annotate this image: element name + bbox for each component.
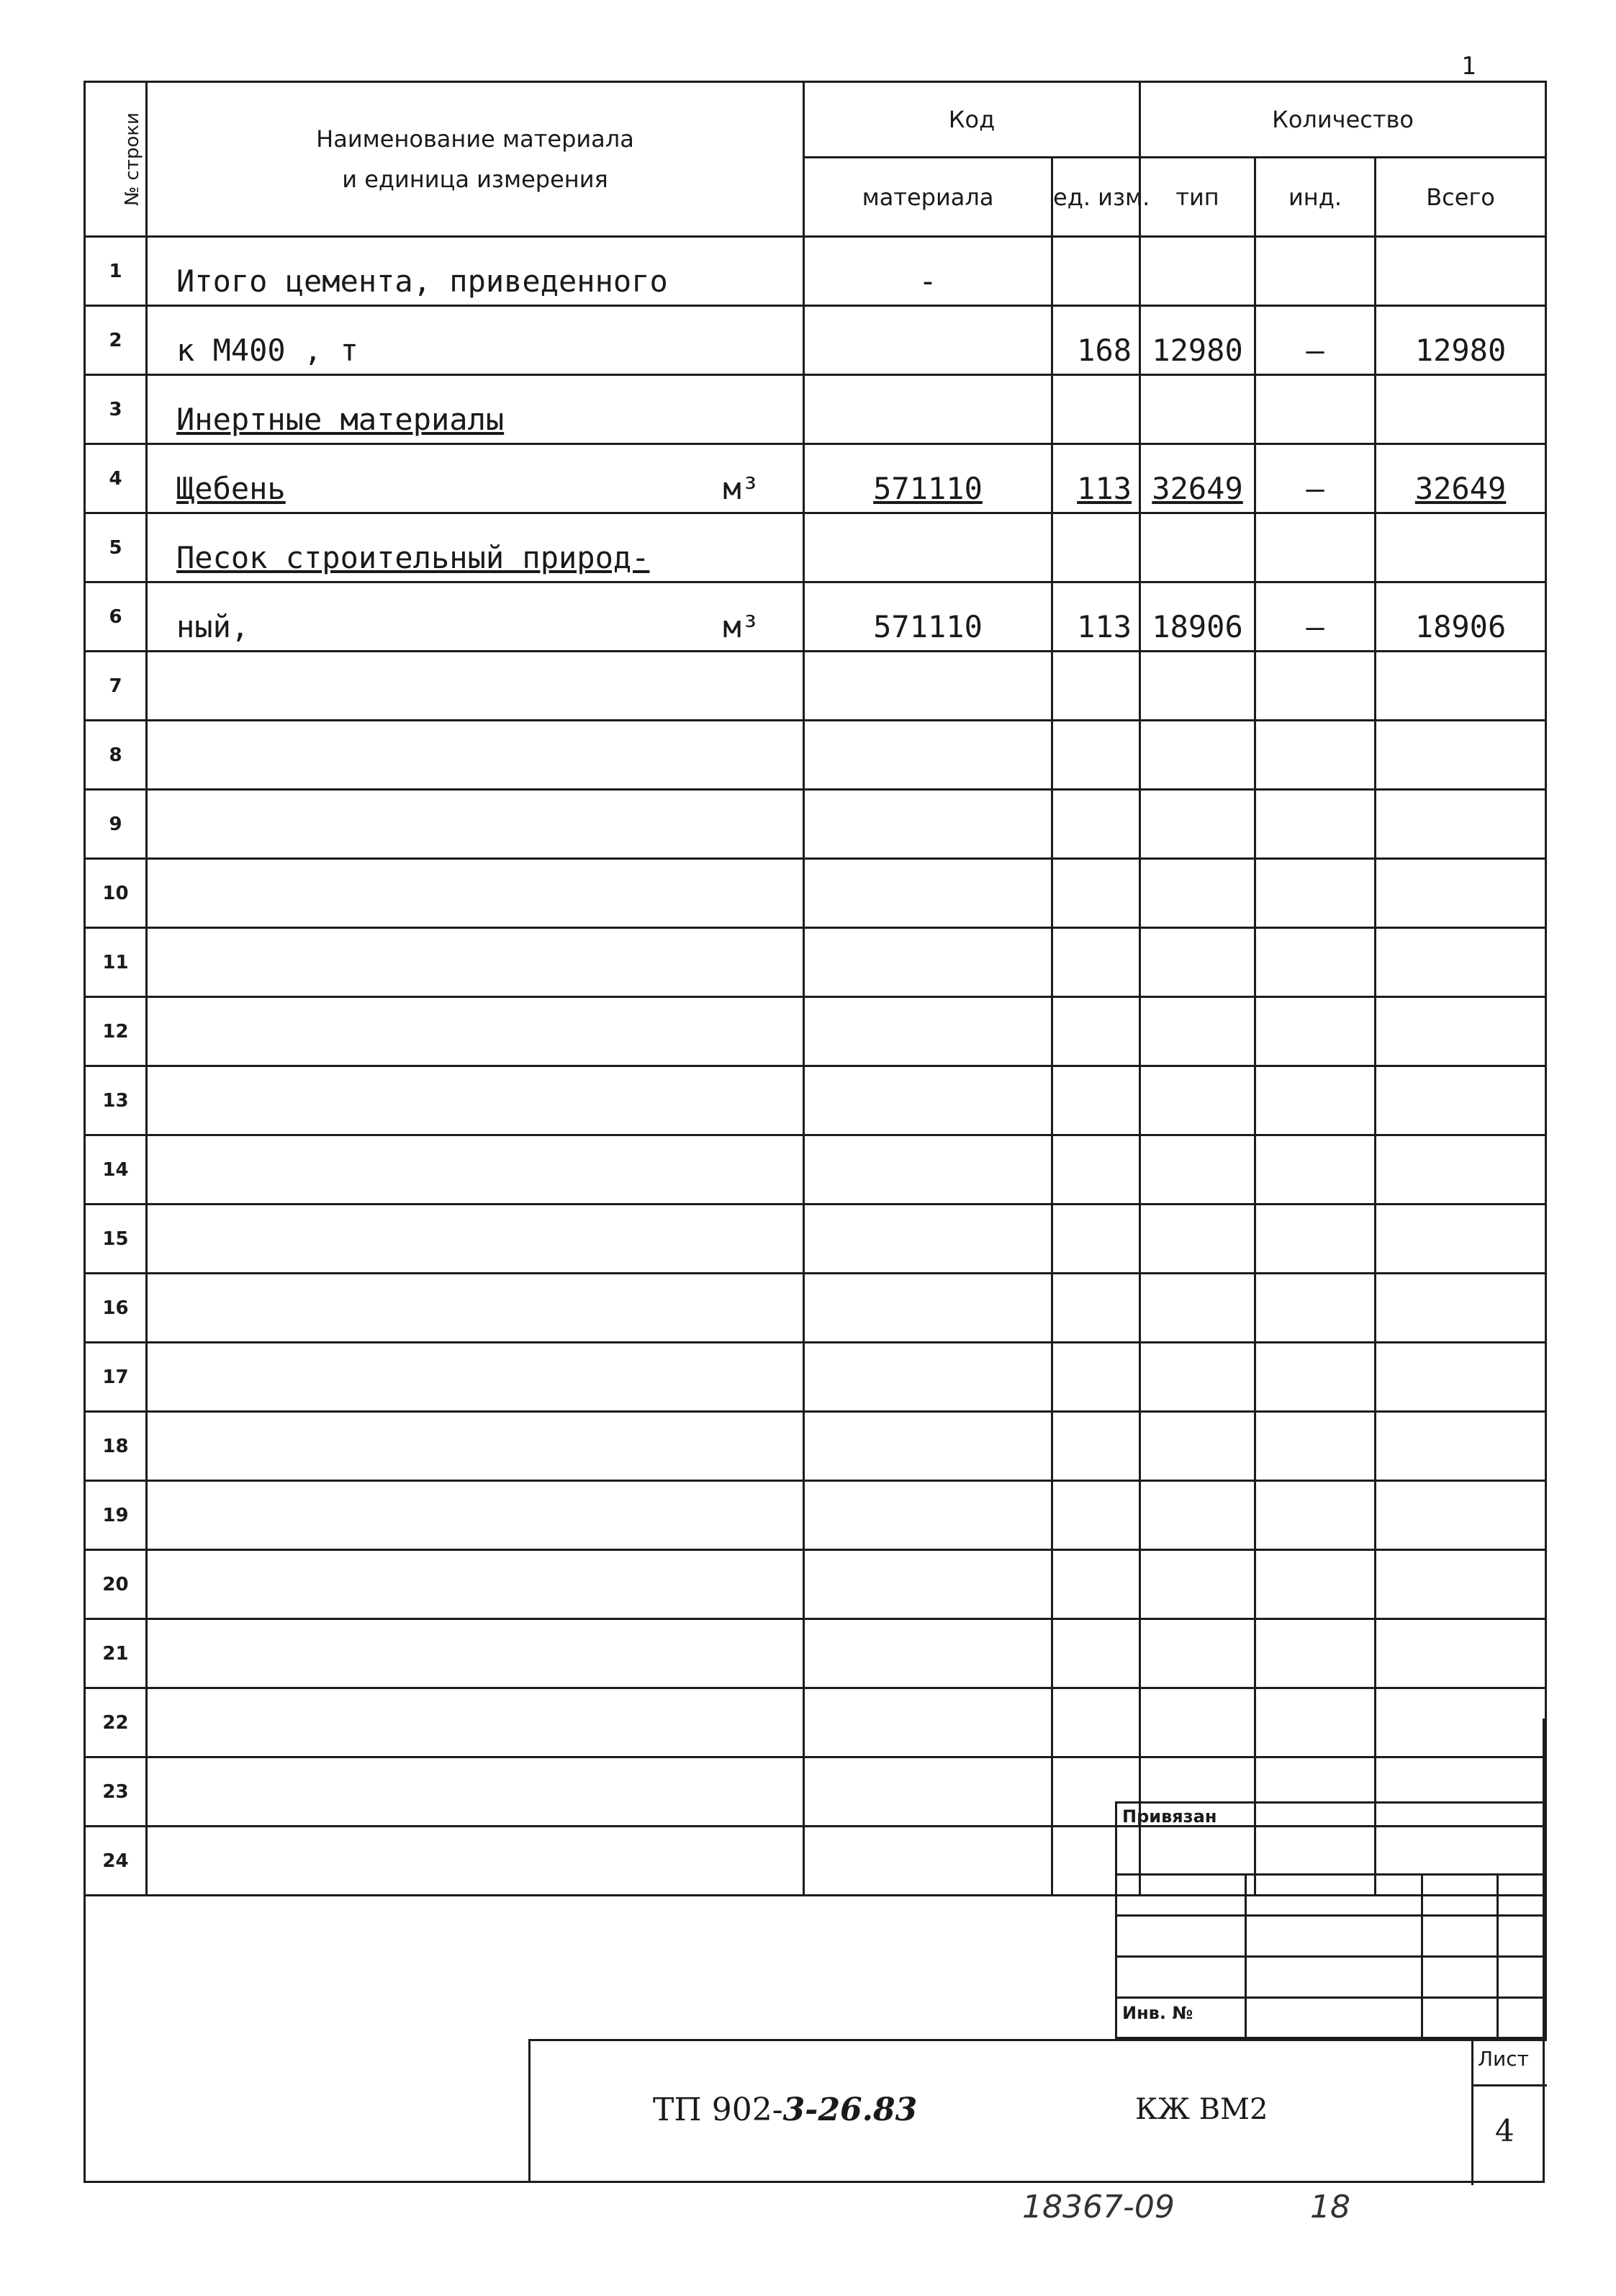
- typ-quantity: [1140, 928, 1255, 997]
- unit-code: [1052, 859, 1140, 928]
- material-name: к М400 , т: [147, 306, 804, 375]
- row-number: 5: [85, 513, 147, 582]
- material-code: [804, 1619, 1052, 1688]
- unit-code: [1052, 1135, 1140, 1205]
- total-quantity: [1376, 1550, 1546, 1619]
- total-quantity: [1376, 859, 1546, 928]
- typ-quantity: [1140, 790, 1255, 859]
- unit-code: [1052, 1205, 1140, 1274]
- material-code: [804, 928, 1052, 997]
- unit-code: [1052, 1412, 1140, 1481]
- total-quantity: [1376, 997, 1546, 1066]
- table-row: [85, 1066, 1546, 1135]
- material-name: [147, 928, 804, 997]
- material-name: [147, 652, 804, 721]
- ind-quantity: –: [1255, 444, 1376, 513]
- quantity-header: Количество: [1140, 82, 1546, 158]
- footer-page-number: 18: [1310, 2189, 1350, 2225]
- material-code: [804, 1412, 1052, 1481]
- row-number-header: № строки: [85, 82, 147, 237]
- total-quantity: [1376, 1274, 1546, 1343]
- specification-sheet: [83, 81, 1545, 2183]
- material-name: [147, 997, 804, 1066]
- row-number: 17: [85, 1343, 147, 1412]
- ind-quantity: [1255, 237, 1376, 306]
- unit-code: [1052, 721, 1140, 790]
- typ-quantity: [1140, 721, 1255, 790]
- typ-quantity: [1140, 1343, 1255, 1412]
- typ-quantity: 18906: [1140, 582, 1255, 652]
- ind-quantity: [1255, 1619, 1376, 1688]
- total-quantity: [1376, 1205, 1546, 1274]
- row-number: 22: [85, 1688, 147, 1757]
- ind-quantity: [1255, 1066, 1376, 1135]
- material-name: [147, 1343, 804, 1412]
- row-number: 19: [85, 1481, 147, 1550]
- typ-quantity: 32649: [1140, 444, 1255, 513]
- table-row: [85, 1274, 1546, 1343]
- materials-rows: [85, 237, 1546, 1896]
- table-row: [85, 928, 1546, 997]
- ind-quantity: [1255, 1274, 1376, 1343]
- page-mark: 1: [1461, 52, 1476, 81]
- unit-code: [1052, 997, 1140, 1066]
- table-row: [85, 375, 1546, 444]
- material-code: [804, 1481, 1052, 1550]
- typ-quantity: [1140, 1135, 1255, 1205]
- material-name: ный, м³: [147, 582, 804, 652]
- unit-code: [1052, 513, 1140, 582]
- material-name: [147, 1619, 804, 1688]
- table-row: [85, 997, 1546, 1066]
- row-number: 4: [85, 444, 147, 513]
- material-name: [147, 1205, 804, 1274]
- material-code: [804, 652, 1052, 721]
- material-code: [804, 997, 1052, 1066]
- material-code: [804, 790, 1052, 859]
- stamp-row: [1115, 1955, 1547, 1999]
- material-code: [804, 1343, 1052, 1412]
- inventory-number-label: Инв. №: [1122, 2003, 1193, 2023]
- material-code-header: материала: [804, 158, 1052, 237]
- table-row: [85, 513, 1546, 582]
- typ-quantity: [1140, 1412, 1255, 1481]
- total-quantity: [1376, 928, 1546, 997]
- material-code: [804, 375, 1052, 444]
- typ-quantity: 12980: [1140, 306, 1255, 375]
- total-quantity: 12980: [1376, 306, 1546, 375]
- total-quantity: 32649: [1376, 444, 1546, 513]
- unit-header: ед. изм.: [1052, 158, 1140, 237]
- material-code: [804, 721, 1052, 790]
- row-number: 16: [85, 1274, 147, 1343]
- unit-symbol: м³: [723, 471, 759, 506]
- ind-quantity: [1255, 1205, 1376, 1274]
- ind-quantity: [1255, 790, 1376, 859]
- linked-label: Привязан: [1122, 1806, 1217, 1827]
- material-name: Инертные материалы: [147, 375, 804, 444]
- table-row: [85, 790, 1546, 859]
- material-code: [804, 1135, 1052, 1205]
- lower-frame: [83, 1719, 1545, 2183]
- material-name: [147, 859, 804, 928]
- total-quantity: [1376, 513, 1546, 582]
- material-name: [147, 1066, 804, 1135]
- material-name: [147, 1481, 804, 1550]
- stamp-divider: [1497, 1873, 1499, 2039]
- typ-quantity: [1140, 1066, 1255, 1135]
- document-code: ТП 902-3-26.83: [653, 2092, 918, 2128]
- ind-quantity: –: [1255, 306, 1376, 375]
- row-number: 13: [85, 1066, 147, 1135]
- total-quantity: [1376, 1481, 1546, 1550]
- row-number: 6: [85, 582, 147, 652]
- unit-code: [1052, 928, 1140, 997]
- row-number: 7: [85, 652, 147, 721]
- total-quantity: [1376, 652, 1546, 721]
- row-number: 8: [85, 721, 147, 790]
- row-number: 11: [85, 928, 147, 997]
- table-row: [85, 444, 1546, 513]
- ind-quantity: [1255, 721, 1376, 790]
- total-header: Всего: [1376, 158, 1546, 237]
- unit-code: 113: [1052, 444, 1140, 513]
- row-number: 1: [85, 237, 147, 306]
- total-quantity: [1376, 375, 1546, 444]
- row-number: 3: [85, 375, 147, 444]
- sheet-divider: [1473, 2084, 1547, 2086]
- table-row: [85, 859, 1546, 928]
- row-number: 9: [85, 790, 147, 859]
- table-row: [85, 306, 1546, 375]
- ind-header: инд.: [1255, 158, 1376, 237]
- table-row: [85, 1550, 1546, 1619]
- unit-symbol: м³: [723, 609, 759, 644]
- material-code: 571110: [804, 444, 1052, 513]
- material-name: [147, 790, 804, 859]
- ind-quantity: –: [1255, 582, 1376, 652]
- typ-quantity: [1140, 1274, 1255, 1343]
- total-quantity: [1376, 790, 1546, 859]
- ind-quantity: [1255, 1412, 1376, 1481]
- material-code: [804, 1274, 1052, 1343]
- material-code: [804, 1066, 1052, 1135]
- sheet-cell: [1471, 2041, 1547, 2185]
- table-row: [85, 1343, 1546, 1412]
- total-quantity: [1376, 1066, 1546, 1135]
- unit-code: [1052, 1343, 1140, 1412]
- ind-quantity: [1255, 1135, 1376, 1205]
- material-name: [147, 1550, 804, 1619]
- total-quantity: [1376, 1619, 1546, 1688]
- stamp-divider: [1245, 1873, 1247, 2039]
- material-name: [147, 1412, 804, 1481]
- row-number: 24: [85, 1827, 147, 1896]
- ind-quantity: [1255, 859, 1376, 928]
- unit-code: [1052, 790, 1140, 859]
- typ-quantity: [1140, 375, 1255, 444]
- row-number: 21: [85, 1619, 147, 1688]
- typ-quantity: [1140, 997, 1255, 1066]
- total-quantity: [1376, 1343, 1546, 1412]
- row-number: 20: [85, 1550, 147, 1619]
- material-name-header: Наименование материала и единица измерения: [147, 82, 804, 237]
- ind-quantity: [1255, 513, 1376, 582]
- unit-code: [1052, 375, 1140, 444]
- unit-code: [1052, 237, 1140, 306]
- row-number: 10: [85, 859, 147, 928]
- typ-quantity: [1140, 513, 1255, 582]
- total-quantity: [1376, 1412, 1546, 1481]
- stamp-divider: [1421, 1873, 1423, 2039]
- row-number: 23: [85, 1757, 147, 1827]
- unit-code: [1052, 1481, 1140, 1550]
- material-code: [804, 306, 1052, 375]
- sheet-label: Лист: [1478, 2047, 1529, 2071]
- ind-quantity: [1255, 928, 1376, 997]
- row-number: 2: [85, 306, 147, 375]
- ind-quantity: [1255, 1343, 1376, 1412]
- document-suffix: КЖ ВМ2: [1135, 2093, 1268, 2126]
- typ-quantity: [1140, 1619, 1255, 1688]
- ind-quantity: [1255, 1481, 1376, 1550]
- typ-header: тип: [1140, 158, 1255, 237]
- table-row: [85, 1619, 1546, 1688]
- material-code: -: [804, 237, 1052, 306]
- total-quantity: [1376, 1135, 1546, 1205]
- total-quantity: [1376, 237, 1546, 306]
- unit-code: [1052, 1619, 1140, 1688]
- material-code: [804, 1205, 1052, 1274]
- sheet-number: 4: [1495, 2113, 1515, 2148]
- material-name: [147, 1274, 804, 1343]
- typ-quantity: [1140, 1205, 1255, 1274]
- unit-code: [1052, 1550, 1140, 1619]
- unit-code: 168: [1052, 306, 1140, 375]
- row-number: 14: [85, 1135, 147, 1205]
- ind-quantity: [1255, 1550, 1376, 1619]
- table-row: [85, 652, 1546, 721]
- stamp-row: [1115, 1873, 1547, 1917]
- table-row: [85, 582, 1546, 652]
- material-name: Щебень м³: [147, 444, 804, 513]
- material-name: Итого цемента, приведенного: [147, 237, 804, 306]
- typ-quantity: [1140, 1481, 1255, 1550]
- unit-code: [1052, 652, 1140, 721]
- material-code: [804, 859, 1052, 928]
- ind-quantity: [1255, 997, 1376, 1066]
- table-row: [85, 1205, 1546, 1274]
- material-code: [804, 513, 1052, 582]
- total-quantity: 18906: [1376, 582, 1546, 652]
- archive-number: 18367-09: [1022, 2189, 1175, 2225]
- typ-quantity: [1140, 652, 1255, 721]
- code-header: Код: [804, 82, 1140, 158]
- table-row: [85, 1412, 1546, 1481]
- title-block: [528, 2039, 1547, 2183]
- typ-quantity: [1140, 237, 1255, 306]
- unit-code: [1052, 1066, 1140, 1135]
- ind-quantity: [1255, 652, 1376, 721]
- ind-quantity: [1255, 375, 1376, 444]
- row-number: 15: [85, 1205, 147, 1274]
- row-number: 12: [85, 997, 147, 1066]
- table-row: [85, 1481, 1546, 1550]
- material-code: 571110: [804, 582, 1052, 652]
- typ-quantity: [1140, 859, 1255, 928]
- total-quantity: [1376, 721, 1546, 790]
- material-code: [804, 1550, 1052, 1619]
- material-name: Песок строительный природ-: [147, 513, 804, 582]
- table-row: [85, 1135, 1546, 1205]
- table-row: [85, 721, 1546, 790]
- row-number: 18: [85, 1412, 147, 1481]
- unit-code: 113: [1052, 582, 1140, 652]
- table-row: [85, 237, 1546, 306]
- typ-quantity: [1140, 1550, 1255, 1619]
- material-name: [147, 721, 804, 790]
- material-name: [147, 1135, 804, 1205]
- materials-table: [83, 81, 1547, 1896]
- stamp-row: [1115, 1914, 1547, 1958]
- unit-code: [1052, 1274, 1140, 1343]
